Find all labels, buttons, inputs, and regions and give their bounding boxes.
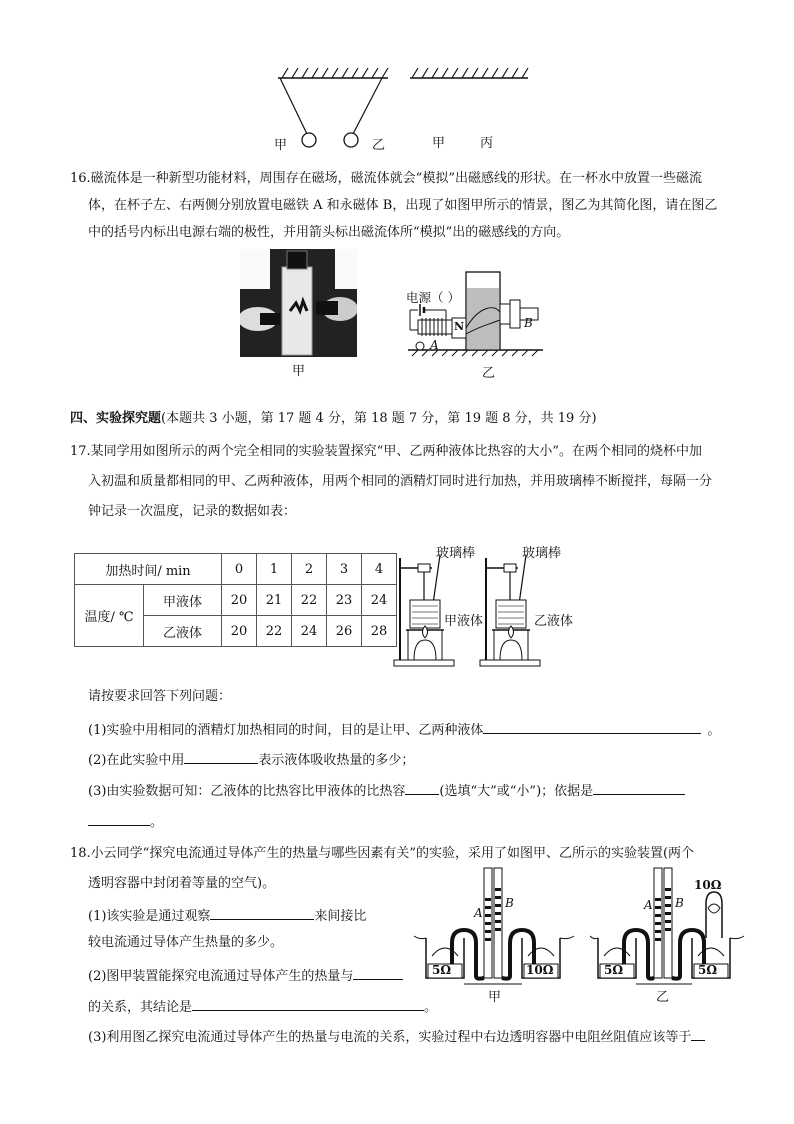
table-header-time: 加热时间/ min — [75, 554, 222, 585]
table-cell: 26 — [327, 616, 362, 647]
table-cell: 2 — [292, 554, 327, 585]
q17-q1-blank[interactable] — [483, 719, 701, 734]
table-cell: 23 — [327, 585, 362, 616]
q17-line3: 钟记录一次温度，记录的数据如表： — [88, 504, 297, 519]
q17-line2: 入初温和质量都相同的甲、乙两种液体，用两个相同的酒精灯同时进行加热，并用玻璃棒不断搅拌，每隔一分 — [88, 474, 713, 489]
heating-apparatus — [392, 540, 592, 670]
q18-q2-blank-1[interactable] — [353, 965, 403, 980]
q17-liquid-label-1: 甲液体 — [444, 614, 484, 629]
magnetic-fluid-photo — [240, 249, 357, 357]
q17-q1-text: (1)实验中用相同的酒精灯加热相同的时间，目的是让甲、乙两种液体 — [88, 723, 484, 738]
q18-label-b: B — [505, 896, 514, 910]
fig15-label-yi: 乙 — [372, 138, 386, 153]
q17-q3-blank-1[interactable] — [405, 780, 439, 795]
q17-liquid-label-2: 乙液体 — [534, 614, 574, 629]
q18-q3-blank[interactable] — [691, 1026, 705, 1041]
q16-label-a: A — [430, 338, 439, 352]
q18-resistor-10ohm-jia: 10Ω — [526, 963, 554, 977]
q18-label-b-yi: B — [675, 896, 684, 910]
table-row — [75, 585, 397, 616]
table-cell: 20 — [222, 585, 257, 616]
q16-photo-jia — [240, 249, 357, 357]
fig15-pendulums — [260, 62, 540, 157]
table-cell: 0 — [222, 554, 257, 585]
q17-q2-blank[interactable] — [184, 749, 258, 764]
q17-data-table — [74, 553, 397, 647]
q16-line1: 16.磁流体是一种新型功能材料，周围存在磁场，磁流体就会“模拟”出磁感线的形状。在一杯水中放置一些磁流 — [70, 171, 702, 186]
q16-label-n: N — [454, 320, 465, 333]
table-cell: 24 — [292, 616, 327, 647]
q16-diagram-yi — [398, 268, 548, 363]
q17-q3-blank-3[interactable] — [88, 811, 150, 826]
q18-q3-text: (3)利用图乙探究电流通过导体产生的热量与电流的关系，实验过程中右边透明容器中电阻丝阻值应该等于 — [88, 1030, 692, 1045]
q18-resistor-5ohm-yi-left: 5Ω — [604, 963, 624, 977]
q16-line3: 中的括号内标出电源右端的极性，并用箭头标出磁流体所“模拟”出的磁感线的方向。 — [88, 225, 570, 240]
q18-fig-label-yi: 乙 — [656, 990, 670, 1005]
q16-line2: 体，在杯子左、右两侧分别放置电磁铁 A 和永磁体 B，出现了如图甲所示的情景，图乙为其简化图，请在图乙 — [88, 198, 718, 213]
q17-line1: 17.某同学用如图所示的两个完全相同的实验装置探究“甲、乙两种液体比热容的大小”。在两个相同的烧杯中加 — [70, 444, 702, 459]
table-cell: 1 — [257, 554, 292, 585]
q17-apparatus-figure — [392, 540, 592, 670]
q16-power-label: 电源（ ） — [406, 290, 460, 305]
table-row-label: 甲液体 — [144, 585, 222, 616]
table-header-temp: 温度/ ℃ — [75, 585, 144, 647]
q18-fig-label-jia: 甲 — [488, 990, 502, 1005]
u-tube-apparatus-yi — [590, 858, 750, 1006]
q17-rod-label-2: 玻璃棒 — [522, 546, 562, 561]
table-cell: 21 — [257, 585, 292, 616]
table-cell: 22 — [292, 585, 327, 616]
q18-label-a-yi: A — [644, 898, 653, 912]
q17-q2-text-a: (2)在此实验中用 — [88, 753, 185, 768]
q18-figure-yi — [590, 858, 750, 1006]
u-tube-apparatus-jia — [412, 858, 577, 1006]
q16-diagram-label-yi: 乙 — [482, 366, 496, 381]
q17-rod-label-1: 玻璃棒 — [436, 546, 476, 561]
section4-note: (本题共 3 小题，第 17 题 4 分，第 18 题 7 分，第 19 题 8 分，共 19 分) — [161, 411, 597, 426]
q17-prompt: 请按要求回答下列问题： — [88, 689, 232, 704]
q17-question-2 — [88, 749, 414, 770]
q18-q1-line2: 较电流通过导体产生热量的多少。 — [88, 935, 284, 950]
q18-line1: 18.小云同学“探究电流通过导体产生的热量与哪些因素有关”的实验，采用了如图甲、乙所示的实验装置(两个 — [70, 846, 695, 861]
q17-q3-end: 。 — [150, 815, 164, 830]
table-row — [75, 554, 397, 585]
q18-q2-blank-2[interactable] — [192, 996, 424, 1011]
q17-question-3-cont — [88, 811, 163, 832]
q18-resistor-5ohm-yi-right: 5Ω — [698, 963, 718, 977]
q16-photo-label-jia: 甲 — [292, 364, 306, 379]
table-cell: 22 — [257, 616, 292, 647]
q18-q1-text-a: (1)该实验是通过观察 — [88, 909, 211, 924]
q18-q3-line — [88, 1026, 705, 1047]
table-cell: 20 — [222, 616, 257, 647]
q17-q3-blank-2[interactable] — [593, 780, 685, 795]
section4-title: 四、实验探究题 — [70, 411, 162, 426]
q18-line2: 透明容器中封闭着等量的空气)。 — [88, 876, 276, 891]
q17-q3-text-b: (选填“大”或“小”)；依据是 — [439, 784, 594, 799]
q18-q2-end: 。 — [424, 1000, 438, 1015]
q18-q2-text-a: (2)图甲装置能探究电流通过导体产生的热量与 — [88, 969, 354, 984]
q17-question-3 — [88, 780, 685, 801]
table-cell: 28 — [362, 616, 397, 647]
table-cell: 24 — [362, 585, 397, 616]
table-row-label: 乙液体 — [144, 616, 222, 647]
q18-label-a: A — [474, 906, 483, 920]
q17-q3-text-a: (3)由实验数据可知：乙液体的比热容比甲液体的比热容 — [88, 784, 406, 799]
q17-q1-end: 。 — [707, 723, 721, 738]
table-cell: 4 — [362, 554, 397, 585]
q17-q2-text-b: 表示液体吸收热量的多少； — [258, 753, 415, 768]
q18-resistor-10ohm-yi: 10Ω — [694, 878, 722, 892]
q18-q2-line2 — [88, 996, 437, 1017]
q18-figure-jia — [412, 858, 577, 1006]
q17-question-1 — [88, 719, 720, 740]
fig15-label-bing: 丙 — [480, 136, 494, 151]
q16-label-b: B — [524, 316, 533, 330]
q18-q1-text-b: 来间接比 — [314, 909, 367, 924]
q18-resistor-5ohm-jia: 5Ω — [432, 963, 452, 977]
q18-q2-text-b: 的关系，其结论是 — [88, 1000, 193, 1015]
section4-heading — [70, 410, 597, 428]
q18-q2-line1 — [88, 965, 403, 986]
fig15-label-jia2: 甲 — [432, 136, 446, 151]
q18-q1-blank[interactable] — [210, 905, 314, 920]
q18-q1-line1 — [88, 905, 366, 926]
pendulum-diagram — [260, 62, 540, 157]
table-cell: 3 — [327, 554, 362, 585]
fig15-label-jia: 甲 — [274, 138, 288, 153]
